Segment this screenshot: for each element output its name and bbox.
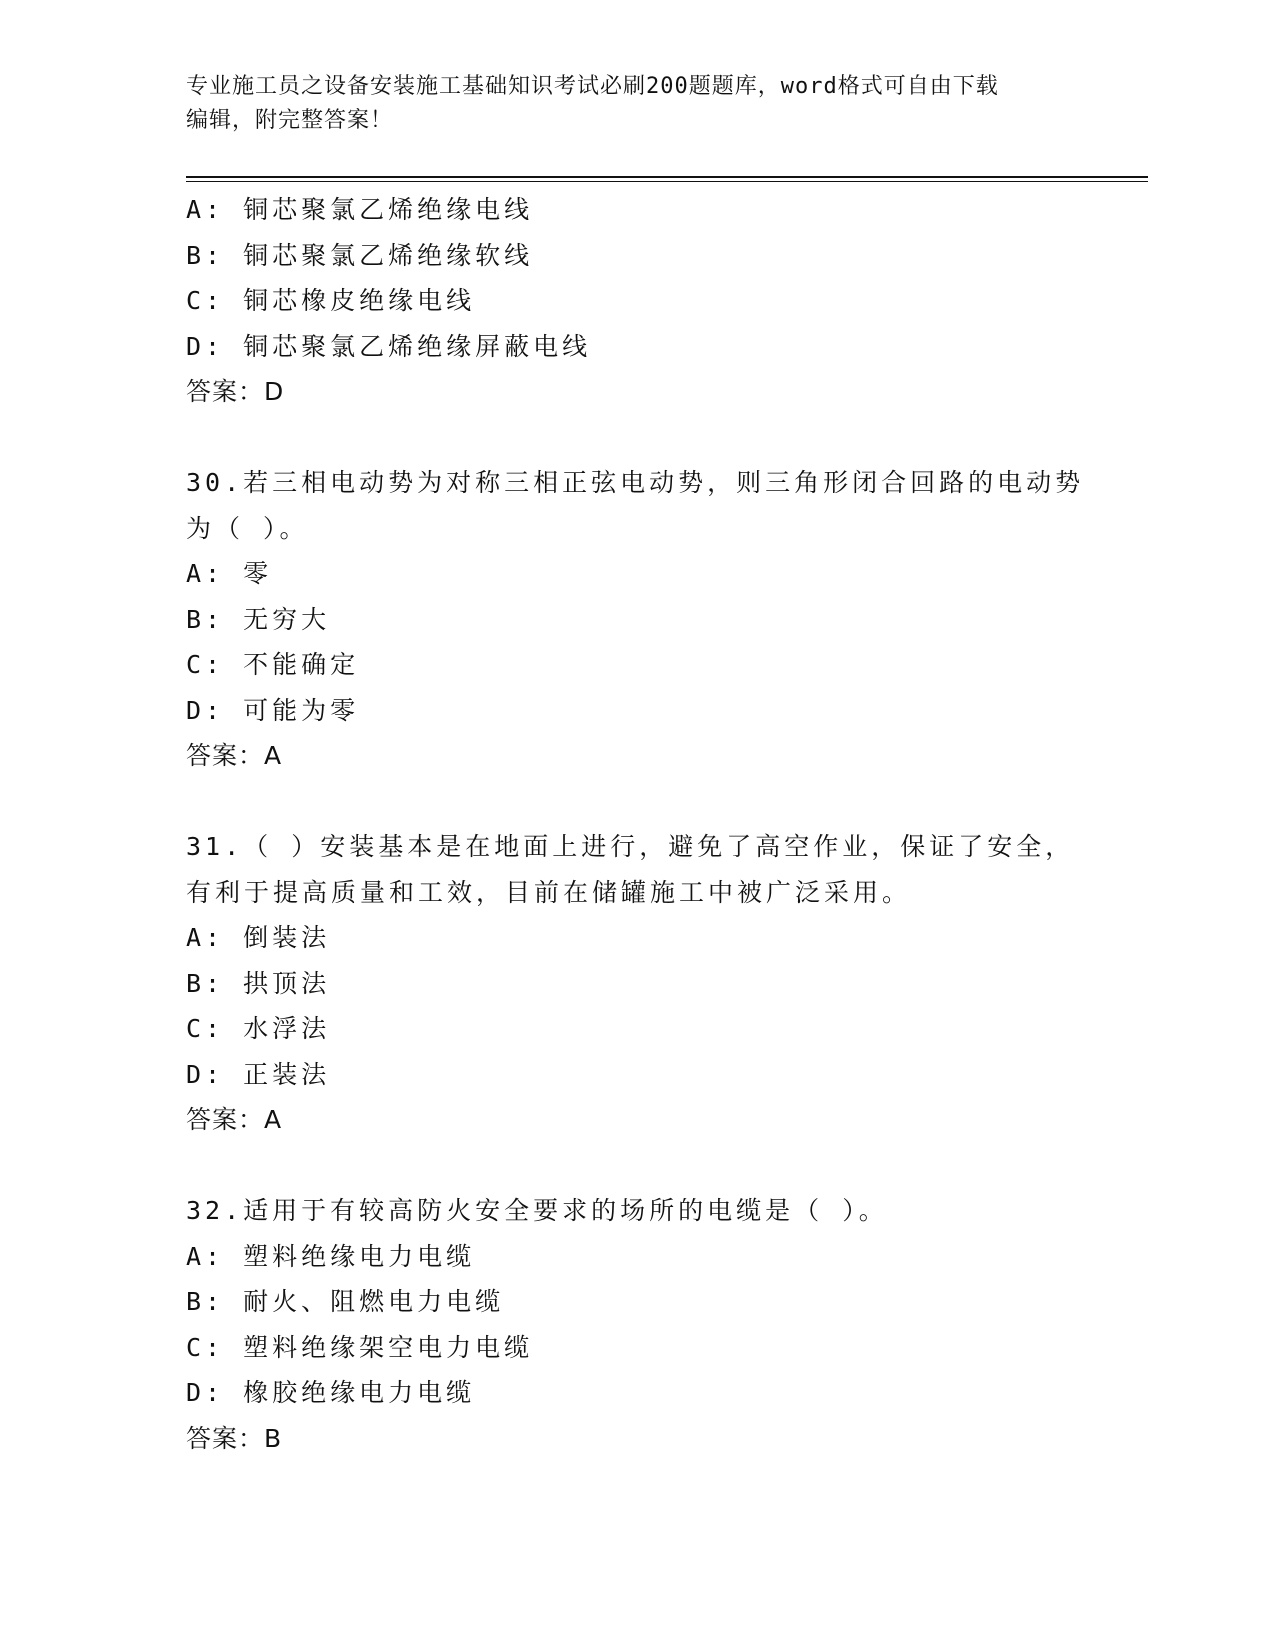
question-stem-line2: 为（ ）。 [186, 513, 309, 543]
question-31 [186, 824, 1136, 1143]
question-list [186, 187, 1136, 1461]
option-d: D: 铜芯聚氯乙烯绝缘屏蔽电线 [186, 331, 592, 361]
option-b: B: 铜芯聚氯乙烯绝缘软线 [186, 240, 534, 270]
question-stem-line2: 有利于提高质量和工效，目前在储罐施工中被广泛采用。 [186, 877, 912, 907]
option-c: C: 塑料绝缘架空电力电缆 [186, 1332, 534, 1362]
question-stem-line1: 30.若三相电动势为对称三相正弦电动势，则三角形闭合回路的电动势 [186, 468, 1085, 497]
question-29 [186, 187, 1136, 415]
option-d: D: 橡胶绝缘电力电缆 [186, 1378, 476, 1407]
header-title-line2: 编辑，附完整答案！ [186, 108, 394, 133]
question-stem-line1: 32.适用于有较高防火安全要求的场所的电缆是（ ）。 [186, 1196, 888, 1225]
option-b: B: 耐火、阻燃电力电缆 [186, 1287, 505, 1316]
option-d: D: 可能为零 [186, 695, 360, 725]
answer: 答案：D [186, 377, 285, 406]
option-a: A: 倒装法 [186, 923, 331, 952]
question-32 [186, 1188, 1136, 1461]
option-b: B: 拱顶法 [186, 968, 331, 998]
spacer [186, 779, 1136, 825]
spacer [186, 415, 1136, 461]
spacer [186, 1143, 1136, 1189]
option-d: D: 正装法 [186, 1059, 331, 1089]
document-header [186, 70, 1086, 138]
answer: 答案：A [186, 741, 283, 770]
option-a: A: 铜芯聚氯乙烯绝缘电线 [186, 195, 534, 224]
option-a: A: 零 [186, 559, 273, 588]
option-c: C: 铜芯橡皮绝缘电线 [186, 286, 476, 315]
option-c: C: 水浮法 [186, 1014, 331, 1043]
answer: 答案：A [186, 1105, 283, 1134]
header-rule-thin [186, 181, 1148, 182]
question-stem-line1: 31.（ ）安装基本是在地面上进行，避免了高空作业，保证了安全， [186, 832, 1075, 861]
option-c: C: 不能确定 [186, 650, 360, 679]
question-30 [186, 460, 1136, 779]
header-rule-thick [186, 176, 1148, 178]
option-a: A: 塑料绝缘电力电缆 [186, 1241, 476, 1271]
answer: 答案：B [186, 1423, 283, 1453]
header-title-line1: 专业施工员之设备安装施工基础知识考试必刷200题题库，word格式可自由下载 [186, 74, 999, 99]
option-b: B: 无穷大 [186, 604, 331, 634]
